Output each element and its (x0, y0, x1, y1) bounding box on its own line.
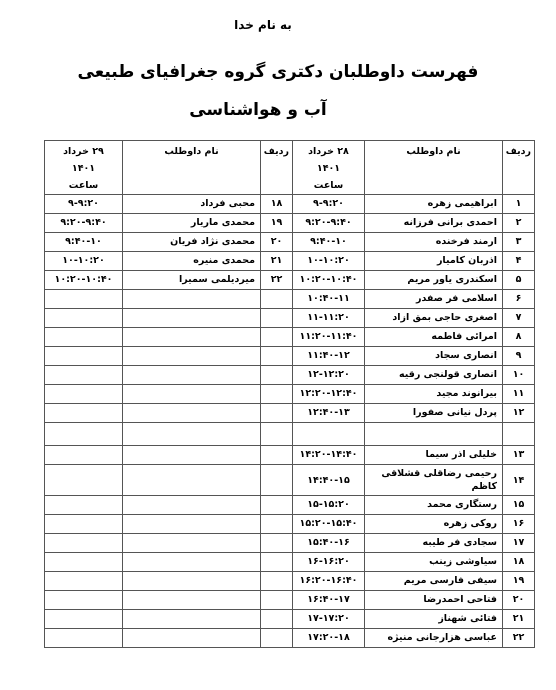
day1-candidate-name: امرائی فاطمه (365, 328, 503, 347)
day2-time-slot-empty (45, 572, 123, 591)
day2-time-slot-empty (45, 465, 123, 496)
day2-time-slot: ۹:۴۰-۱۰ (45, 233, 123, 252)
day2-row-number-empty (261, 404, 293, 423)
day1-time-slot: ۱۵:۴۰-۱۶ (293, 534, 365, 553)
day1-candidate-name: سیفی فارسی مریم (365, 572, 503, 591)
day2-candidate-name-empty (123, 515, 261, 534)
day1-candidate-name: ارمند فرخنده (365, 233, 503, 252)
day1-row-number: ۵ (503, 271, 535, 290)
day1-row-number: ۲ (503, 214, 535, 233)
day2-candidate-name-empty (123, 465, 261, 496)
day1-candidate-name: فتاحی احمدرضا (365, 591, 503, 610)
day1-row-number: ۱۳ (503, 446, 535, 465)
day2-year-label: ۱۴۰۱ (71, 163, 96, 174)
day2-row-number: ۲۱ (261, 252, 293, 271)
day1-time-slot: ۱۶-۱۶:۲۰ (293, 553, 365, 572)
day2-row-number-empty (261, 610, 293, 629)
day1-time-slot: ۱۰-۱۰:۲۰ (293, 252, 365, 271)
table-row (45, 271, 535, 290)
day1-row-number: ۱۴ (503, 465, 535, 496)
day1-time-slot: ۱۷-۱۷:۲۰ (293, 610, 365, 629)
day2-candidate-name-empty (123, 423, 261, 446)
day2-row-number-empty (261, 423, 293, 446)
day1-date-header (293, 141, 365, 195)
day2-name-header: نام داوطلب (123, 141, 261, 195)
day2-candidate-name-empty (123, 347, 261, 366)
day1-row-number: ۱۹ (503, 572, 535, 591)
day2-candidate-name-empty (123, 309, 261, 328)
day2-time-slot-empty (45, 496, 123, 515)
day2-row-number-empty (261, 496, 293, 515)
day2-time-slot-empty (45, 290, 123, 309)
day1-candidate-name: رستگاری محمد (365, 496, 503, 515)
day1-time-slot: ۱۴:۲۰-۱۴:۴۰ (293, 446, 365, 465)
day2-row-number-empty (261, 591, 293, 610)
day1-time-slot: ۱۰:۲۰-۱۰:۴۰ (293, 271, 365, 290)
day2-candidate-name-empty (123, 534, 261, 553)
day2-time-slot-empty (45, 446, 123, 465)
day1-time-slot: ۱۲:۲۰-۱۲:۴۰ (293, 385, 365, 404)
day2-time-slot-empty (45, 591, 123, 610)
day1-candidate-name: اصغری حاجی بمق ازاد (365, 309, 503, 328)
table-row (45, 233, 535, 252)
day2-candidate-name-empty (123, 404, 261, 423)
day1-candidate-name: ابراهیمی زهره (365, 195, 503, 214)
day1-row-number: ۸ (503, 328, 535, 347)
day1-time-slot: ۹-۹:۲۰ (293, 195, 365, 214)
day2-time-slot: ۱۰:۲۰-۱۰:۴۰ (45, 271, 123, 290)
day1-row-number-empty (503, 423, 535, 446)
document-subtitle: آب و هواشناسی (189, 100, 327, 120)
day2-row-number-empty (261, 385, 293, 404)
day1-row-number: ۱۲ (503, 404, 535, 423)
table-row (45, 610, 535, 629)
day1-time-slot: ۱۱:۴۰-۱۲ (293, 347, 365, 366)
day1-row-number: ۱۰ (503, 366, 535, 385)
day2-row-number-empty (261, 572, 293, 591)
day1-time-slot-empty (293, 423, 365, 446)
table-row (45, 446, 535, 465)
day2-time-slot-empty (45, 423, 123, 446)
day2-row-number: ۱۸ (261, 195, 293, 214)
day1-candidate-name: عباسی هزارجانی منیژه (365, 629, 503, 648)
table-row (45, 534, 535, 553)
day1-time-slot: ۱۲-۱۲:۲۰ (293, 366, 365, 385)
day1-row-number: ۹ (503, 347, 535, 366)
day1-row-number: ۲۱ (503, 610, 535, 629)
document-title: فهرست داوطلبان دکتری گروه جغرافیای طبیعی (77, 62, 479, 82)
day2-candidate-name-empty (123, 591, 261, 610)
day2-candidate-name-empty (123, 629, 261, 648)
table-row (45, 465, 535, 496)
day1-time-slot: ۱۱-۱۱:۲۰ (293, 309, 365, 328)
table-row (45, 290, 535, 309)
day1-time-slot: ۱۱:۲۰-۱۱:۴۰ (293, 328, 365, 347)
day2-row-number-header: ردیف (261, 141, 293, 195)
table-row (45, 385, 535, 404)
day2-time-slot-empty (45, 328, 123, 347)
day1-row-number: ۲۲ (503, 629, 535, 648)
day1-candidate-name: خلیلی اذر سیما (365, 446, 503, 465)
day1-date-label: ۲۸ خرداد (308, 146, 349, 157)
day1-candidate-name: سیاوشی زینب (365, 553, 503, 572)
day1-candidate-name: بیرانوند مجید (365, 385, 503, 404)
day2-date-header (45, 141, 123, 195)
day1-candidate-name: روکی زهره (365, 515, 503, 534)
day2-candidate-name-empty (123, 290, 261, 309)
candidate-schedule-table (44, 140, 535, 648)
day2-candidate-name: محمدی ماریار (123, 214, 261, 233)
table-row (45, 214, 535, 233)
table-row (45, 328, 535, 347)
day1-candidate-name: انصاری قولنجی رقیه (365, 366, 503, 385)
day2-time-slot-empty (45, 610, 123, 629)
table-row (45, 347, 535, 366)
day1-row-number: ۷ (503, 309, 535, 328)
day2-date-label: ۲۹ خرداد (63, 146, 104, 157)
day2-time-slot: ۹:۲۰-۹:۴۰ (45, 214, 123, 233)
table-row (45, 309, 535, 328)
day1-time-label: ساعت (313, 180, 344, 191)
day1-time-slot: ۱۶:۲۰-۱۶:۴۰ (293, 572, 365, 591)
day2-candidate-name-empty (123, 610, 261, 629)
day2-candidate-name: محبی فرداد (123, 195, 261, 214)
day1-row-number: ۱۱ (503, 385, 535, 404)
day2-row-number-empty (261, 465, 293, 496)
day2-candidate-name-empty (123, 366, 261, 385)
table-row (45, 572, 535, 591)
day2-candidate-name-empty (123, 553, 261, 572)
day1-row-number: ۱ (503, 195, 535, 214)
day1-candidate-name: اذربان کامیار (365, 252, 503, 271)
day2-row-number-empty (261, 328, 293, 347)
table-row (45, 366, 535, 385)
day2-time-slot-empty (45, 534, 123, 553)
day2-candidate-name-empty (123, 446, 261, 465)
day1-candidate-name: احمدی برانی فرزانه (365, 214, 503, 233)
day2-row-number: ۲۰ (261, 233, 293, 252)
day1-time-slot: ۱۰:۴۰-۱۱ (293, 290, 365, 309)
day2-row-number-empty (261, 534, 293, 553)
invocation-heading: به نام خدا (234, 18, 292, 32)
day1-row-number: ۴ (503, 252, 535, 271)
day1-candidate-name: رحیمی رضاقلی قشلاقی کاظم (365, 465, 503, 496)
table-row (45, 591, 535, 610)
day2-row-number-empty (261, 347, 293, 366)
day1-name-header: نام داوطلب (365, 141, 503, 195)
day2-candidate-name: محمدی نژاد فریان (123, 233, 261, 252)
day1-candidate-name: انصاری سجاد (365, 347, 503, 366)
day1-candidate-name: پردل نیانی صفورا (365, 404, 503, 423)
day2-row-number-empty (261, 290, 293, 309)
day1-row-number-header: ردیف (503, 141, 535, 195)
day2-time-slot-empty (45, 629, 123, 648)
day1-row-number: ۳ (503, 233, 535, 252)
day2-time-slot-empty (45, 347, 123, 366)
day1-time-slot: ۹:۲۰-۹:۴۰ (293, 214, 365, 233)
table-row (45, 195, 535, 214)
day2-time-slot-empty (45, 309, 123, 328)
day1-row-number: ۱۸ (503, 553, 535, 572)
day2-row-number: ۱۹ (261, 214, 293, 233)
day1-time-slot: ۱۲:۴۰-۱۳ (293, 404, 365, 423)
day2-time-slot-empty (45, 553, 123, 572)
day1-time-slot: ۱۶:۴۰-۱۷ (293, 591, 365, 610)
table-row (45, 515, 535, 534)
day1-row-number: ۱۶ (503, 515, 535, 534)
day2-candidate-name-empty (123, 496, 261, 515)
day2-time-slot: ۹-۹:۲۰ (45, 195, 123, 214)
day1-candidate-name-empty (365, 423, 503, 446)
day2-time-slot-empty (45, 404, 123, 423)
day1-time-slot: ۱۴:۴۰-۱۵ (293, 465, 365, 496)
day2-time-slot-empty (45, 385, 123, 404)
table-row (45, 404, 535, 423)
table-row (45, 629, 535, 648)
day2-candidate-name-empty (123, 572, 261, 591)
day2-time-label: ساعت (68, 180, 99, 191)
table-row (45, 496, 535, 515)
day2-row-number-empty (261, 553, 293, 572)
day2-candidate-name-empty (123, 328, 261, 347)
day1-candidate-name: اسکندری یاور مریم (365, 271, 503, 290)
table-row (45, 252, 535, 271)
day1-row-number: ۲۰ (503, 591, 535, 610)
day2-candidate-name: میردیلمی سمیرا (123, 271, 261, 290)
day1-candidate-name: فتائی شهناز (365, 610, 503, 629)
day1-time-slot: ۹:۴۰-۱۰ (293, 233, 365, 252)
day2-candidate-name-empty (123, 385, 261, 404)
day1-year-label: ۱۴۰۱ (316, 163, 341, 174)
day1-time-slot: ۱۵-۱۵:۲۰ (293, 496, 365, 515)
day2-time-slot: ۱۰-۱۰:۲۰ (45, 252, 123, 271)
day1-candidate-name: سجادی فر طیبه (365, 534, 503, 553)
day2-candidate-name: محمدی منیره (123, 252, 261, 271)
day1-row-number: ۱۵ (503, 496, 535, 515)
day2-row-number-empty (261, 446, 293, 465)
day2-row-number-empty (261, 366, 293, 385)
day1-row-number: ۱۷ (503, 534, 535, 553)
table-row (45, 423, 535, 446)
day1-time-slot: ۱۵:۲۰-۱۵:۴۰ (293, 515, 365, 534)
day1-row-number: ۶ (503, 290, 535, 309)
day2-row-number-empty (261, 515, 293, 534)
table-header-row (45, 141, 535, 195)
day1-time-slot: ۱۷:۲۰-۱۸ (293, 629, 365, 648)
day2-time-slot-empty (45, 366, 123, 385)
day2-row-number: ۲۲ (261, 271, 293, 290)
table-row (45, 553, 535, 572)
day1-candidate-name: اسلامی فر صفدر (365, 290, 503, 309)
day2-time-slot-empty (45, 515, 123, 534)
day2-row-number-empty (261, 309, 293, 328)
day2-row-number-empty (261, 629, 293, 648)
